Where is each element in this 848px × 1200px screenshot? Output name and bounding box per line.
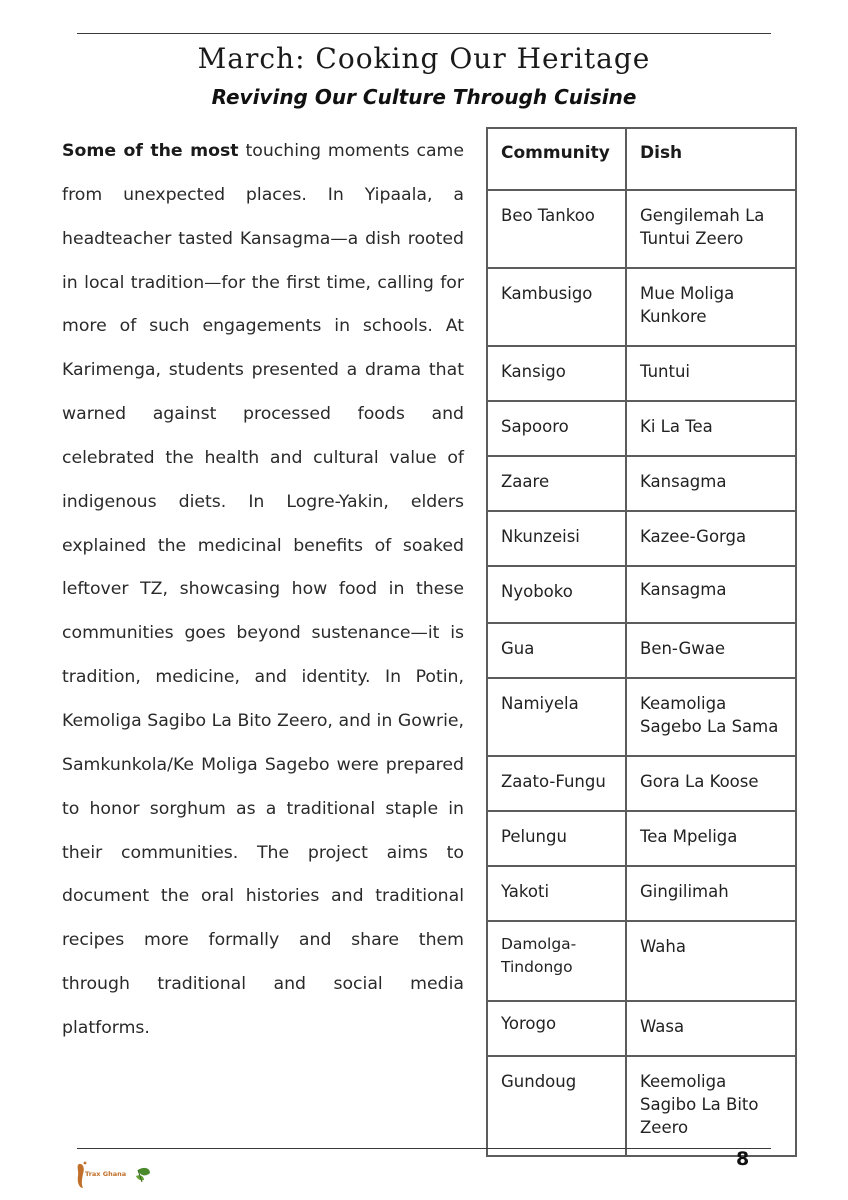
- table-row: [487, 268, 796, 346]
- article-text: touching moments came from unexpected places. In Yipaala, a headteacher tasted Kansagma—a dish rooted in local tradition—for the first time, calling for more of such engagements in schools. At Karimenga, students presented a drama that warned against processed foods and celebrated the health and cultural value of indigenous diets. In Logre-Yakin, elders explained the medicinal benefits of soaked leftover TZ, showcasing how food in these communities goes beyond sustenance—it is tradition, medicine, and identity. In Potin, Kemoliga Sagibo La Bito Zeero, and in Gowrie, Samkunkola/Ke Moliga Sagebo were prepared to honor sorghum as a traditional staple in their communities. The project aims to document the oral histories and traditional recipes more formally and share them through traditional and social media platforms.: [62, 141, 465, 1038]
- table-header-row: [487, 128, 796, 190]
- table-row: [487, 678, 796, 756]
- dish-cell: Waha: [626, 921, 796, 1001]
- dish-cell: Keamoliga Sagebo La Sama: [626, 678, 796, 756]
- dish-cell: Kazee-Gorga: [626, 511, 796, 566]
- community-cell: Yakoti: [487, 866, 626, 921]
- community-cell: Sapooro: [487, 401, 626, 456]
- dish-cell: Gora La Koose: [626, 756, 796, 811]
- community-cell: Pelungu: [487, 811, 626, 866]
- page-subtitle: Reviving Our Culture Through Cuisine: [211, 85, 637, 109]
- article-body: [62, 130, 464, 1051]
- table-row: [487, 456, 796, 511]
- table-row: [487, 866, 796, 921]
- dish-cell: Wasa: [626, 1001, 796, 1056]
- table-row: [487, 1056, 796, 1156]
- community-cell: Gua: [487, 623, 626, 678]
- dish-cell: Mue Moliga Kunkore: [626, 268, 796, 346]
- table-row: [487, 811, 796, 866]
- table-row: [487, 346, 796, 401]
- column-header-community: Community: [487, 128, 626, 190]
- table-row: [487, 1001, 796, 1056]
- dish-cell: Kansagma: [626, 456, 796, 511]
- community-cell: Damolga-Tindongo: [487, 921, 626, 1001]
- table-row: [487, 511, 796, 566]
- dish-cell: Ki La Tea: [626, 401, 796, 456]
- dish-cell: Gengilemah La Tuntui Zeero: [626, 190, 796, 268]
- dish-cell: Tuntui: [626, 346, 796, 401]
- page-number: 8: [736, 1148, 750, 1170]
- dish-cell: Ben-Gwae: [626, 623, 796, 678]
- table-row: [487, 401, 796, 456]
- dish-cell: Tea Mpeliga: [626, 811, 796, 866]
- table-row: [487, 190, 796, 268]
- bottom-divider: [77, 1148, 771, 1149]
- community-cell: Kambusigo: [487, 268, 626, 346]
- community-dish-table: [486, 127, 797, 1157]
- community-cell: Zaare: [487, 456, 626, 511]
- community-cell: Zaato-Fungu: [487, 756, 626, 811]
- column-header-dish: Dish: [626, 128, 796, 190]
- community-cell: Nyoboko: [487, 566, 626, 623]
- dish-cell: Kansagma: [626, 566, 796, 623]
- logo-wordmark: Trax Ghana: [85, 1170, 127, 1178]
- table-row: [487, 921, 796, 1001]
- dish-cell: Keemoliga Sagibo La Bito Zeero: [626, 1056, 796, 1156]
- table-row: [487, 623, 796, 678]
- table-row: [487, 756, 796, 811]
- article-lead: Some of the most: [62, 141, 239, 161]
- table-row: [487, 566, 796, 623]
- page-title: March: Cooking Our Heritage: [197, 42, 651, 75]
- community-cell: Namiyela: [487, 678, 626, 756]
- footprint-icon: [78, 1164, 84, 1188]
- top-divider: [77, 33, 771, 34]
- community-cell: Nkunzeisi: [487, 511, 626, 566]
- community-cell: Yorogo: [487, 1001, 626, 1056]
- dish-cell: Gingilimah: [626, 866, 796, 921]
- community-cell: Gundoug: [487, 1056, 626, 1156]
- community-cell: Beo Tankoo: [487, 190, 626, 268]
- community-cell: Kansigo: [487, 346, 626, 401]
